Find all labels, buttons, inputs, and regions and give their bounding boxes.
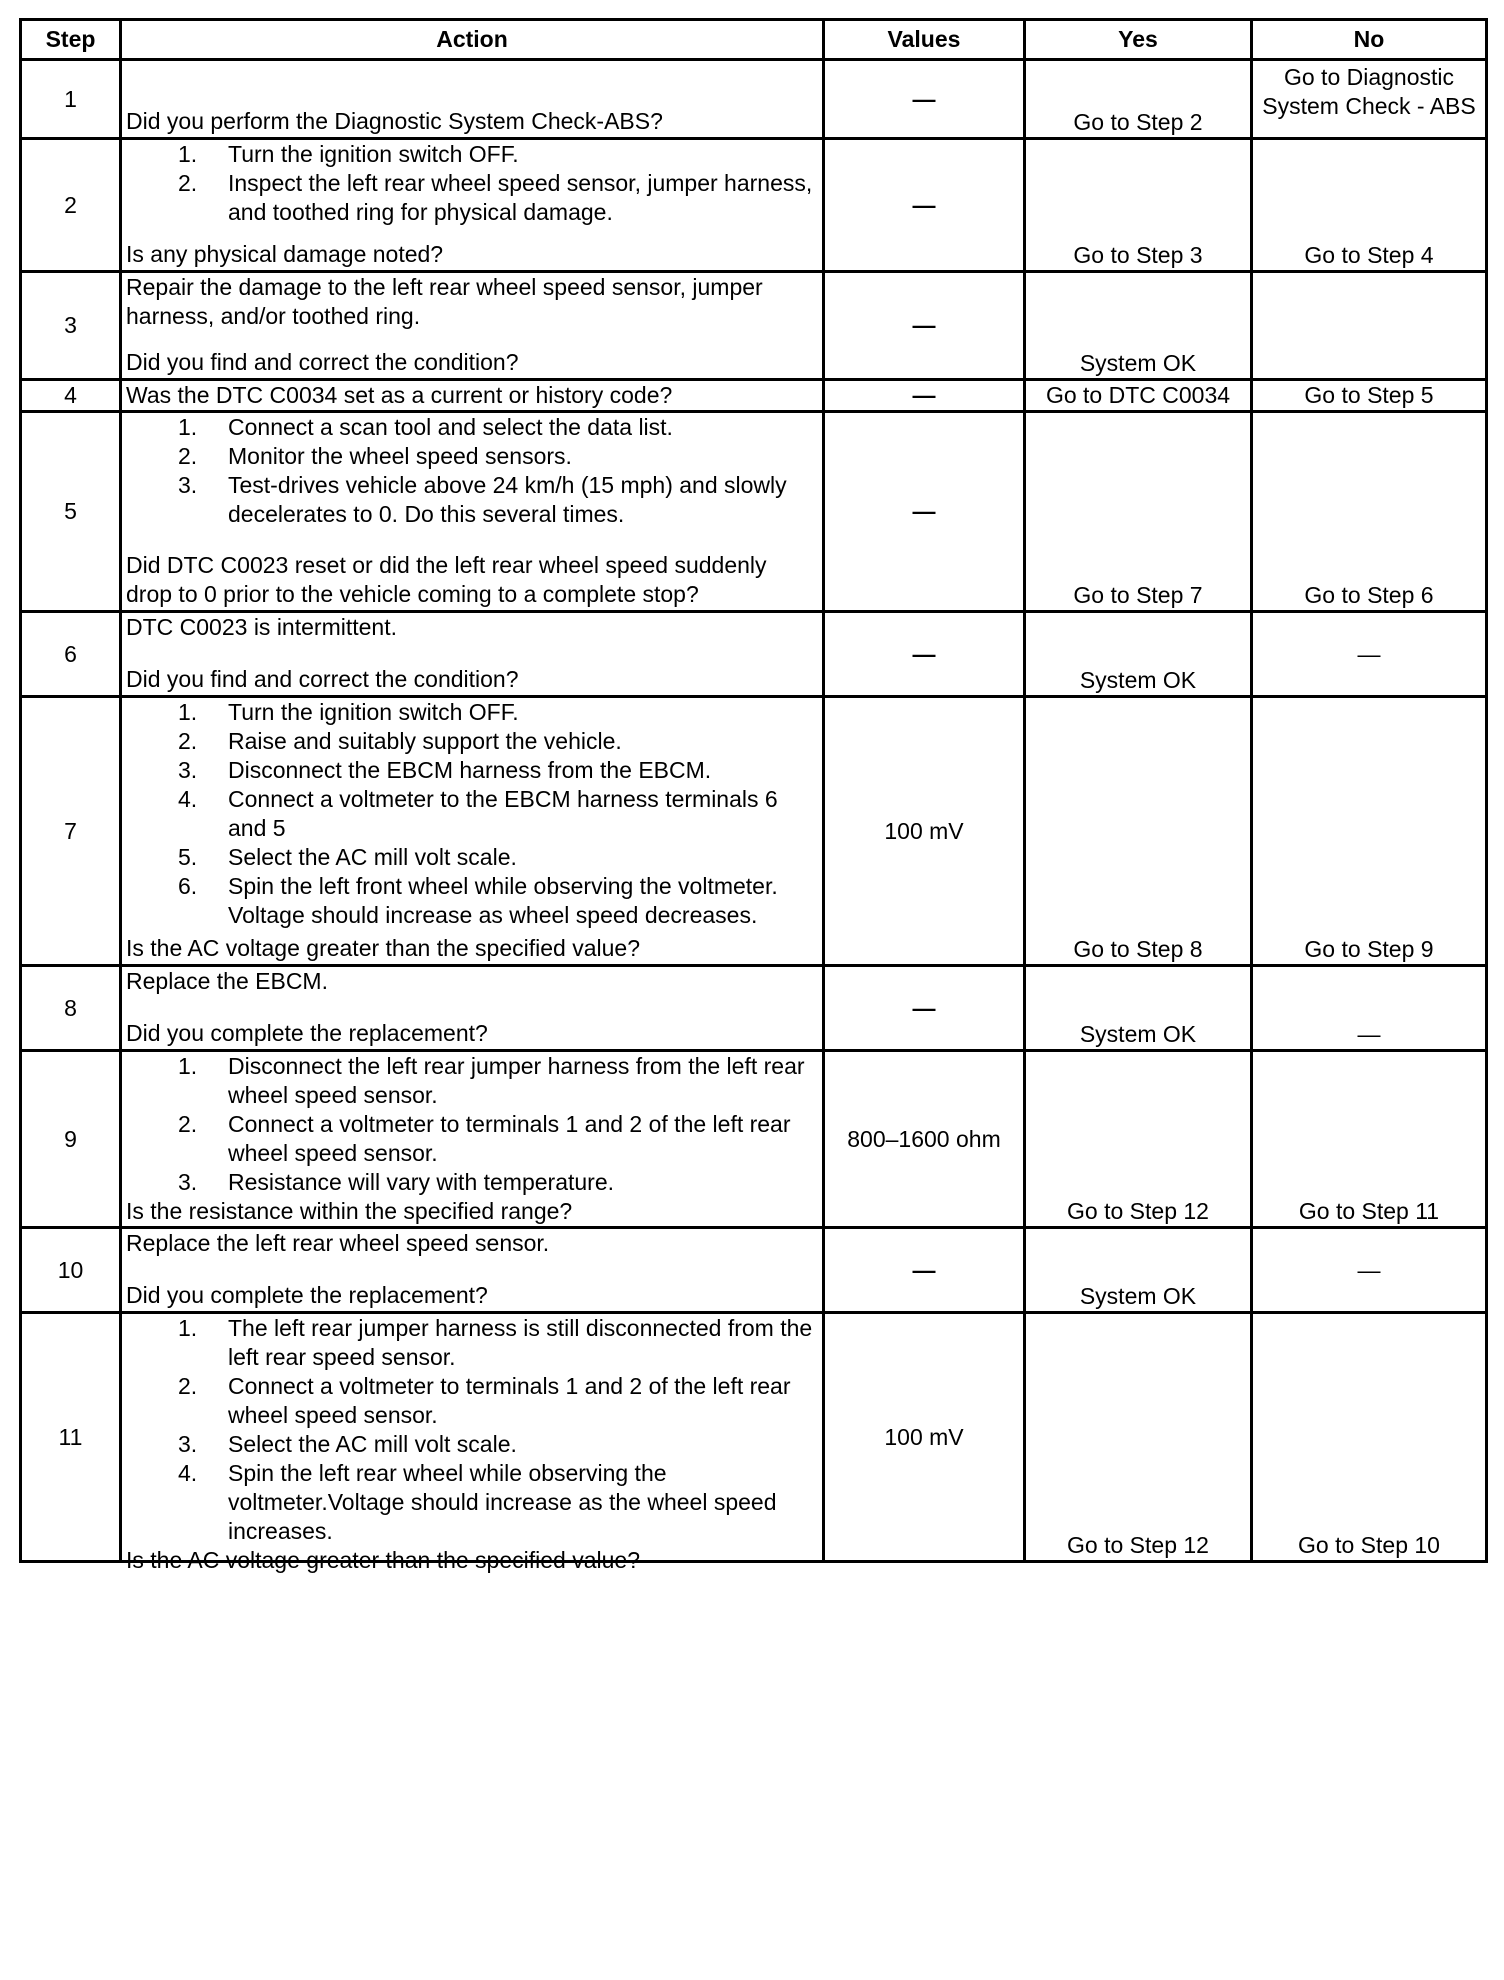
no-cell: Go to Step 9 bbox=[1252, 697, 1487, 966]
step-number: 4 bbox=[21, 380, 121, 412]
action-steps-list bbox=[126, 140, 818, 227]
action-question: Did you complete the replacement? bbox=[126, 1282, 488, 1308]
header-no: No bbox=[1252, 20, 1487, 60]
step-number: 1 bbox=[21, 60, 121, 139]
step-number: 5 bbox=[21, 412, 121, 612]
action-step-item bbox=[126, 140, 818, 169]
action-step-text: Turn the ignition switch OFF. bbox=[228, 699, 519, 725]
values-cell bbox=[824, 1313, 1025, 1562]
yes-cell: Go to Step 12 bbox=[1025, 1051, 1252, 1228]
action-step-number: 3. bbox=[178, 757, 198, 783]
action-step-item bbox=[126, 1372, 818, 1430]
table-row bbox=[21, 697, 1487, 966]
no-cell bbox=[1252, 272, 1487, 380]
values-cell bbox=[824, 380, 1025, 412]
yes-cell: Go to Step 8 bbox=[1025, 697, 1252, 966]
action-step-number: 2. bbox=[178, 728, 198, 754]
yes-cell: System OK bbox=[1025, 1228, 1252, 1313]
values-cell bbox=[824, 966, 1025, 1051]
header-step: Step bbox=[21, 20, 121, 60]
action-step-item bbox=[126, 471, 818, 529]
action-step-text: Turn the ignition switch OFF. bbox=[228, 141, 519, 167]
action-step-text: Spin the left front wheel while observing the voltmeter. Voltage should increase as wheel speed decreases. bbox=[228, 873, 778, 928]
action-question: Is the AC voltage greater than the specified value? bbox=[126, 1547, 640, 1573]
action-step-number: 1. bbox=[178, 1315, 198, 1341]
value-text: — bbox=[912, 191, 936, 218]
action-step-item bbox=[126, 1430, 818, 1459]
step-number: 9 bbox=[21, 1051, 121, 1228]
action-step-item bbox=[126, 1168, 818, 1197]
value-text: — bbox=[912, 85, 936, 112]
action-step-text: Disconnect the EBCM harness from the EBCM. bbox=[228, 757, 712, 783]
action-step-number: 4. bbox=[178, 1460, 198, 1486]
action-step-item bbox=[126, 872, 818, 930]
table-row bbox=[21, 60, 1487, 139]
step-number: 8 bbox=[21, 966, 121, 1051]
action-step-number: 4. bbox=[178, 786, 198, 812]
value-text: 800–1600 ohm bbox=[847, 1125, 1001, 1152]
action-steps-list bbox=[126, 1314, 818, 1546]
action-cell bbox=[121, 966, 824, 1051]
action-step-number: 1. bbox=[178, 141, 198, 167]
value-text: — bbox=[912, 382, 936, 408]
action-step-number: 2. bbox=[178, 1373, 198, 1399]
table-row bbox=[21, 380, 1487, 412]
no-cell: Go to Step 5 bbox=[1252, 380, 1487, 412]
action-step-number: 3. bbox=[178, 1431, 198, 1457]
action-step-item bbox=[126, 727, 818, 756]
step-number: 6 bbox=[21, 612, 121, 697]
action-question: Did you find and correct the condition? bbox=[126, 349, 519, 375]
yes-cell: Go to Step 7 bbox=[1025, 412, 1252, 612]
value-text: — bbox=[912, 994, 936, 1021]
table-row bbox=[21, 966, 1487, 1051]
no-cell: — bbox=[1252, 1228, 1487, 1313]
step-number: 11 bbox=[21, 1313, 121, 1562]
action-cell bbox=[121, 139, 824, 272]
table-row bbox=[21, 272, 1487, 380]
action-step-item bbox=[126, 843, 818, 872]
action-step-text: The left rear jumper harness is still disconnected from the left rear speed sensor. bbox=[228, 1315, 813, 1370]
action-step-text: Disconnect the left rear jumper harness from the left rear wheel speed sensor. bbox=[228, 1053, 805, 1108]
value-text: 100 mV bbox=[884, 1423, 964, 1450]
action-step-item bbox=[126, 1052, 818, 1110]
no-cell: Go to Diagnostic System Check - ABS bbox=[1252, 60, 1487, 139]
action-question: Is the AC voltage greater than the specified value? bbox=[126, 935, 640, 961]
action-step-number: 1. bbox=[178, 699, 198, 725]
yes-cell: Go to Step 3 bbox=[1025, 139, 1252, 272]
values-cell bbox=[824, 412, 1025, 612]
action-cell bbox=[121, 1228, 824, 1313]
header-row bbox=[21, 20, 1487, 60]
values-cell bbox=[824, 612, 1025, 697]
action-step-text: Raise and suitably support the vehicle. bbox=[228, 728, 622, 754]
value-text: — bbox=[912, 1256, 936, 1283]
action-step-item bbox=[126, 698, 818, 727]
action-question: Is any physical damage noted? bbox=[126, 241, 444, 267]
action-step-text: Select the AC mill volt scale. bbox=[228, 1431, 517, 1457]
action-cell bbox=[121, 412, 824, 612]
step-number: 3 bbox=[21, 272, 121, 380]
action-step-number: 5. bbox=[178, 844, 198, 870]
action-step-text: Connect a voltmeter to terminals 1 and 2 of the left rear wheel speed sensor. bbox=[228, 1111, 791, 1166]
table-row bbox=[21, 1228, 1487, 1313]
action-question: Is the resistance within the specified range? bbox=[126, 1198, 573, 1224]
action-step-number: 1. bbox=[178, 414, 198, 440]
action-step-text: Connect a voltmeter to the EBCM harness terminals 6 and 5 bbox=[228, 786, 778, 841]
no-cell: — bbox=[1252, 612, 1487, 697]
header-action: Action bbox=[121, 20, 824, 60]
action-step-text: Spin the left rear wheel while observing the voltmeter.Voltage should increase as the wheel speed increases. bbox=[228, 1460, 777, 1544]
action-step-number: 3. bbox=[178, 1169, 198, 1195]
action-step-item bbox=[126, 1110, 818, 1168]
action-step-number: 6. bbox=[178, 873, 198, 899]
value-text: — bbox=[912, 498, 936, 524]
values-cell bbox=[824, 1228, 1025, 1313]
action-step-text: Select the AC mill volt scale. bbox=[228, 844, 517, 870]
action-cell bbox=[121, 612, 824, 697]
yes-cell: System OK bbox=[1025, 966, 1252, 1051]
table-row bbox=[21, 412, 1487, 612]
action-step-text: Connect a scan tool and select the data list. bbox=[228, 414, 673, 440]
action-step-number: 2. bbox=[178, 170, 198, 196]
diagnostic-table bbox=[19, 18, 1488, 1573]
action-question: Did you complete the replacement? bbox=[126, 1020, 488, 1046]
action-cell bbox=[121, 380, 824, 412]
action-step-number: 2. bbox=[178, 1111, 198, 1137]
action-question: Did DTC C0023 reset or did the left rear wheel speed suddenly drop to 0 prior to the vehicle coming to a complete stop? bbox=[126, 552, 767, 607]
action-intro: Replace the left rear wheel speed sensor. bbox=[126, 1230, 550, 1256]
action-cell bbox=[121, 697, 824, 966]
action-step-number: 3. bbox=[178, 472, 198, 498]
no-cell: Go to Step 4 bbox=[1252, 139, 1487, 272]
action-step-item bbox=[126, 756, 818, 785]
action-cell bbox=[121, 1313, 824, 1573]
action-step-item bbox=[126, 413, 818, 442]
step-number: 10 bbox=[21, 1228, 121, 1313]
action-cell bbox=[121, 272, 824, 380]
action-intro: Repair the damage to the left rear wheel speed sensor, jumper harness, and/or toothed ring. bbox=[126, 274, 763, 329]
action-intro: DTC C0023 is intermittent. bbox=[126, 614, 397, 640]
yes-cell: Go to Step 12 bbox=[1025, 1313, 1252, 1562]
step-number: 2 bbox=[21, 139, 121, 272]
action-steps-list bbox=[126, 413, 818, 529]
value-text: — bbox=[912, 312, 936, 338]
action-step-number: 2. bbox=[178, 443, 198, 469]
action-steps-list bbox=[126, 698, 818, 930]
action-step-text: Inspect the left rear wheel speed sensor, jumper harness, and toothed ring for physical damage. bbox=[228, 170, 813, 225]
action-question: Did you find and correct the condition? bbox=[126, 666, 519, 692]
yes-cell: Go to DTC C0034 bbox=[1025, 380, 1252, 412]
step-number: 7 bbox=[21, 697, 121, 966]
table-body bbox=[21, 60, 1487, 1573]
action-cell bbox=[121, 60, 824, 139]
action-step-item bbox=[126, 785, 818, 843]
values-cell bbox=[824, 60, 1025, 139]
no-cell: Go to Step 10 bbox=[1252, 1313, 1487, 1562]
table-row bbox=[21, 139, 1487, 272]
action-step-number: 1. bbox=[178, 1053, 198, 1079]
action-cell bbox=[121, 1051, 824, 1228]
yes-cell: System OK bbox=[1025, 612, 1252, 697]
action-intro: Replace the EBCM. bbox=[126, 968, 328, 994]
table-row bbox=[21, 1313, 1487, 1562]
no-cell: — bbox=[1252, 966, 1487, 1051]
header-values: Values bbox=[824, 20, 1025, 60]
no-cell: Go to Step 11 bbox=[1252, 1051, 1487, 1228]
table-row bbox=[21, 1051, 1487, 1228]
action-step-text: Test-drives vehicle above 24 km/h (15 mph) and slowly decelerates to 0. Do this several times. bbox=[228, 472, 787, 527]
values-cell bbox=[824, 1051, 1025, 1228]
table-row bbox=[21, 612, 1487, 697]
action-step-item bbox=[126, 1459, 818, 1546]
no-cell: Go to Step 6 bbox=[1252, 412, 1487, 612]
action-step-text: Connect a voltmeter to terminals 1 and 2 of the left rear wheel speed sensor. bbox=[228, 1373, 791, 1428]
yes-cell: System OK bbox=[1025, 272, 1252, 380]
yes-cell: Go to Step 2 bbox=[1025, 60, 1252, 139]
action-step-item bbox=[126, 1314, 818, 1372]
action-question: Did you perform the Diagnostic System Check-ABS? bbox=[126, 108, 663, 134]
action-question: Was the DTC C0034 set as a current or history code? bbox=[126, 382, 673, 408]
values-cell bbox=[824, 139, 1025, 272]
values-cell bbox=[824, 272, 1025, 380]
value-text: 100 mV bbox=[884, 817, 964, 844]
values-cell bbox=[824, 697, 1025, 966]
value-text: — bbox=[912, 640, 936, 667]
action-step-text: Monitor the wheel speed sensors. bbox=[228, 443, 572, 469]
header-yes: Yes bbox=[1025, 20, 1252, 60]
action-step-text: Resistance will vary with temperature. bbox=[228, 1169, 615, 1195]
action-step-item bbox=[126, 442, 818, 471]
action-step-item bbox=[126, 169, 818, 227]
action-steps-list bbox=[126, 1052, 818, 1197]
